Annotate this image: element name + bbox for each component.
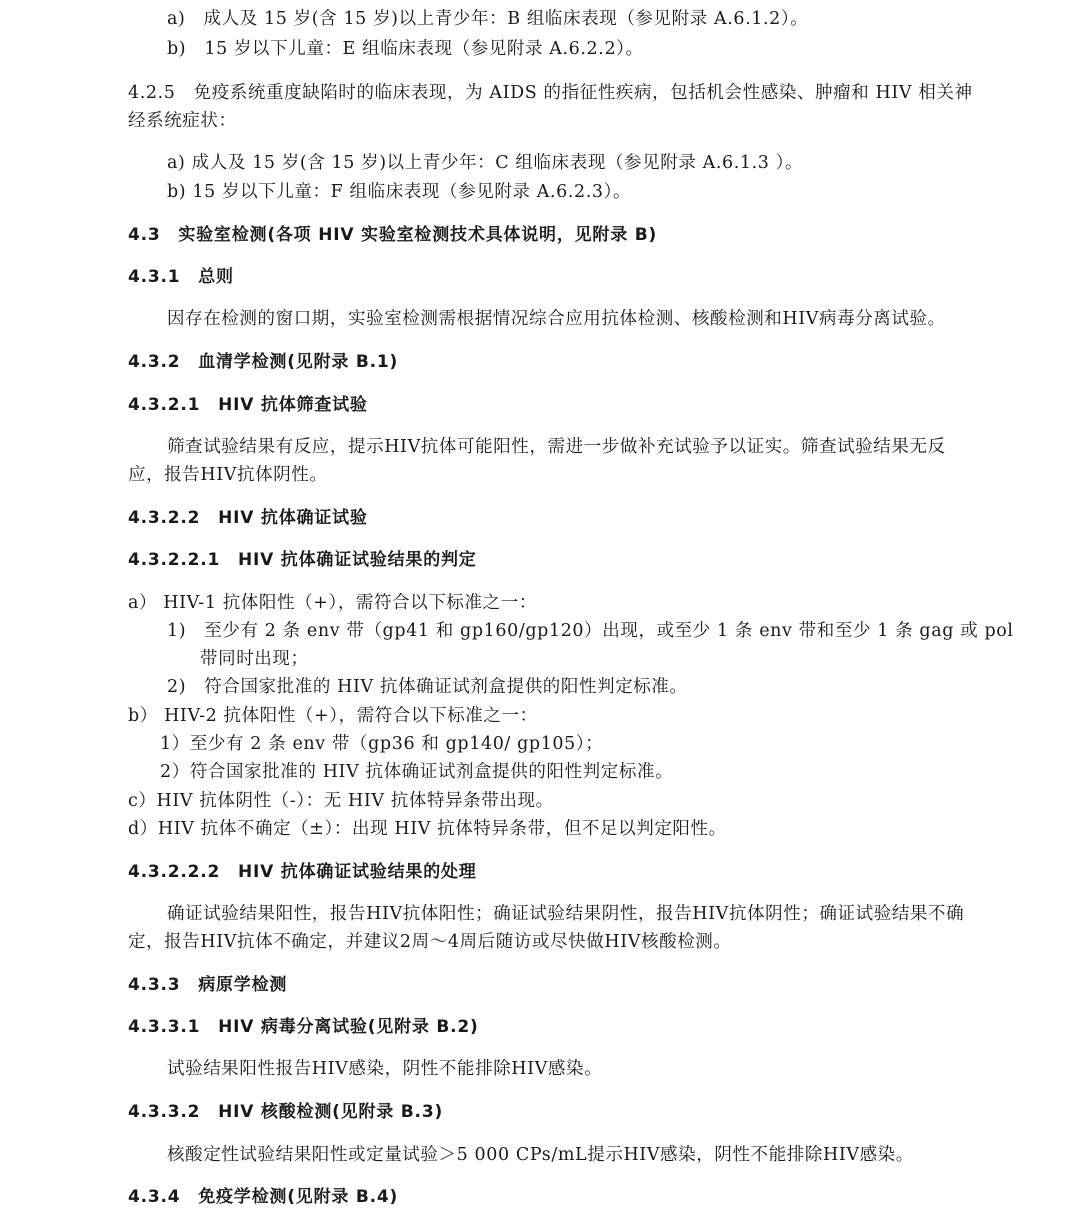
list-item: b) 15 岁以下儿童：E 组临床表现（参见附录 A.6.2.2）。: [167, 39, 644, 59]
list-item: c）HIV 抗体阴性（-）：无 HIV 抗体特异条带出现。: [128, 791, 554, 811]
list-item: 2) 符合国家批准的 HIV 抗体确证试剂盒提供的阳性判定标准。: [167, 677, 688, 697]
paragraph-line: 因存在检测的窗口期，实验室检测需根据情况综合应用抗体检测、核酸检测和HIV病毒分离试验。: [167, 309, 946, 329]
list-item: d）HIV 抗体不确定（±）：出现 HIV 抗体特异条带，但不足以判定阳性。: [128, 819, 727, 839]
section-heading: 4.3.2.2.2 HIV 抗体确证试验结果的处理: [128, 862, 477, 882]
section-heading: 4.3.2.2.1 HIV 抗体确证试验结果的判定: [128, 550, 477, 570]
section-heading: 4.3.4 免疫学检测(见附录 B.4): [128, 1187, 399, 1207]
section-paragraph: 4.2.5 免疫系统重度缺陷时的临床表现，为 AIDS 的指征性疾病，包括机会性感染、肿瘤和 HIV 相关神: [128, 83, 973, 103]
section-heading: 4.3.3.2 HIV 核酸检测(见附录 B.3): [128, 1102, 444, 1122]
section-heading: 4.3.3.1 HIV 病毒分离试验(见附录 B.2): [128, 1017, 479, 1037]
list-item: 1）至少有 2 条 env 带（gp36 和 gp140/ gp105）；: [160, 734, 604, 754]
list-item: 2）符合国家批准的 HIV 抗体确证试剂盒提供的阳性判定标准。: [160, 762, 674, 782]
section-heading: 4.3.2.1 HIV 抗体筛查试验: [128, 395, 368, 415]
paragraph-line: 经系统症状：: [128, 111, 237, 131]
paragraph-line: 试验结果阳性报告HIV感染，阴性不能排除HIV感染。: [167, 1059, 603, 1079]
paragraph-line: 带同时出现；: [200, 649, 309, 669]
paragraph-line: 确证试验结果阳性，报告HIV抗体阳性；确证试验结果阴性，报告HIV抗体阴性；确证试验结果不确: [167, 904, 965, 924]
paragraph-line: 筛查试验结果有反应，提示HIV抗体可能阳性，需进一步做补充试验予以证实。筛查试验结果无反: [167, 437, 946, 457]
section-heading: 4.3.3 病原学检测: [128, 975, 288, 995]
list-item: b) 15 岁以下儿童：F 组临床表现（参见附录 A.6.2.3）。: [167, 182, 632, 202]
paragraph-line: 核酸定性试验结果阳性或定量试验＞5 000 CPs/mL提示HIV感染，阴性不能排除HIV感染。: [167, 1145, 914, 1165]
section-heading: 4.3.2.2 HIV 抗体确证试验: [128, 508, 368, 528]
paragraph-line: 应，报告HIV抗体阴性。: [128, 465, 328, 485]
list-item: b） HIV-2 抗体阳性（+），需符合以下标准之一：: [128, 706, 538, 726]
list-item: 1) 至少有 2 条 env 带（gp41 和 gp160/gp120）出现，或至少 1 条 env 带和至少 1 条 gag 或 pol: [167, 621, 1014, 641]
section-heading: 4.3.2 血清学检测(见附录 B.1): [128, 352, 399, 372]
section-heading: 4.3 实验室检测(各项 HIV 实验室检测技术具体说明，见附录 B): [128, 225, 658, 245]
section-heading: 4.3.1 总则: [128, 267, 234, 287]
list-item: a) 成人及 15 岁(含 15 岁)以上青少年：C 组临床表现（参见附录 A.6.1.3 ）。: [167, 153, 804, 173]
paragraph-line: 定，报告HIV抗体不确定，并建议2周～4周后随访或尽快做HIV核酸检测。: [128, 932, 732, 952]
list-item: a） HIV-1 抗体阳性（+），需符合以下标准之一：: [128, 593, 537, 613]
list-item: a) 成人及 15 岁(含 15 岁)以上青少年：B 组临床表现（参见附录 A.6.1.2）。: [167, 9, 809, 29]
